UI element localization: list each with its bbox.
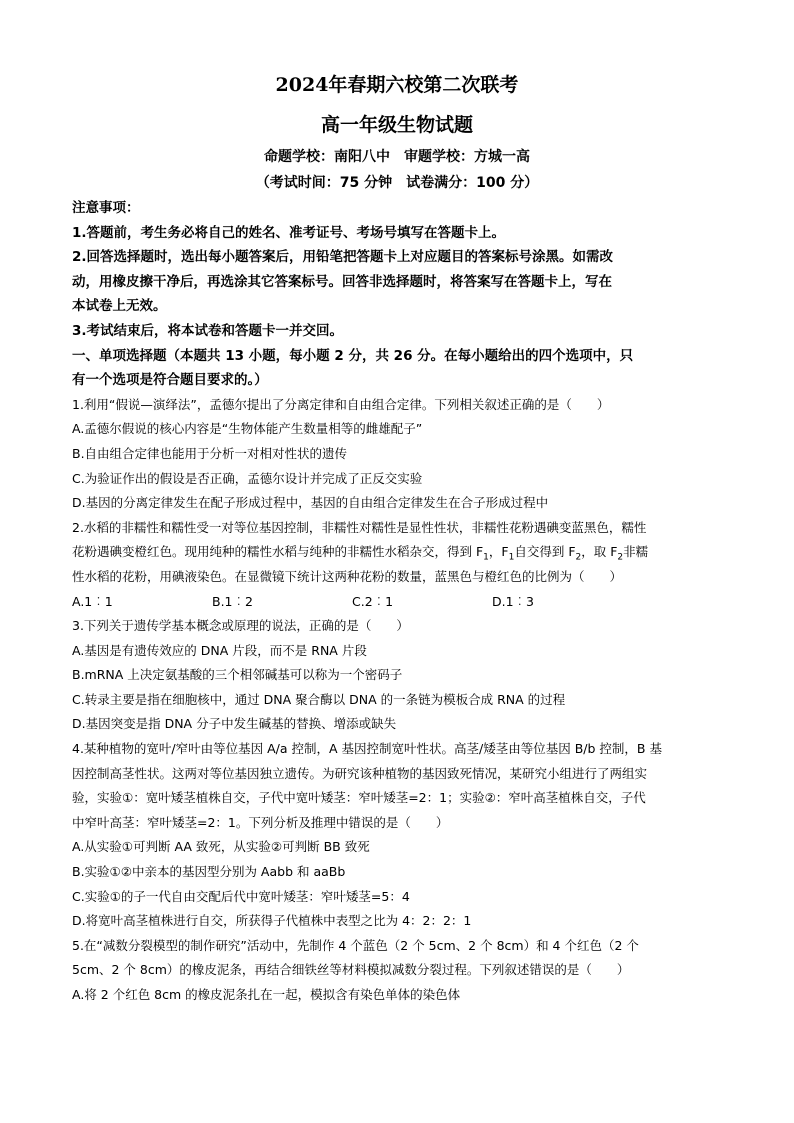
q2-option-c: C.2︰1 [352, 593, 394, 609]
note-2-line-2: 动，用橡皮擦干净后，再选涂其它答案标号。回答非选择题时，将答案写在答题卡上，写在 [72, 273, 612, 290]
q4-option-b: B.实验①②中亲本的基因型分别为 Aabb 和 aaBb [72, 864, 346, 880]
q1-stem: 1.利用“假说—演绎法”，孟德尔提出了分离定律和自由组合定律。下列相关叙述正确的是（ ） [72, 396, 610, 412]
q4-option-a: A.从实验①可判断 AA 致死，从实验②可判断 BB 致死 [72, 839, 370, 855]
note-2-line-3: 本试卷上无效。 [72, 298, 167, 315]
q2-option-a: A.1︰1 [72, 593, 113, 609]
q2-option-b: B.1︰2 [212, 593, 253, 609]
note-2-line-1: 2.回答选择题时，选出每小题答案后，用铅笔把答题卡上对应题目的答案标号涂黑。如需改 [72, 249, 614, 266]
q2-stem-line-2: 花粉遇碘变橙红色。现用纯种的糯性水稻与纯种的非糯性水稻杂交，得到 $F_1$，$F_1$自交得到 $F_2$，取 $F_2$非糯 [72, 544, 649, 563]
q4-stem-line-2: 因控制高茎性状。这两对等位基因独立遗传。为研究该种植物的基因致死情况，某研究小组进行了两组实 [72, 765, 648, 781]
q3-option-d: D.基因突变是指 DNA 分子中发生碱基的替换、增添或缺失 [72, 716, 397, 732]
note-1: 1.答题前，考生务必将自己的姓名、准考证号、考场号填写在答题卡上。 [72, 224, 506, 241]
q2-option-d: D.1︰3 [492, 593, 535, 609]
q5-stem-line-2: 5cm、2 个 8cm）的橡皮泥条，再结合细铁丝等材料模拟减数分裂过程。下列叙述错误的是（ ） [72, 962, 630, 978]
q1-option-a: A.孟德尔假说的核心内容是“生物体能产生数量相等的雌雄配子” [72, 421, 423, 437]
q2-stem-line-1: 2.水稻的非糯性和糯性受一对等位基因控制，非糯性对糯性是显性性状，非糯性花粉遇碘变蓝黑色，糯性 [72, 519, 647, 535]
q2-stem-line-3: 性水稻的花粉，用碘液染色。在显微镜下统计这两种花粉的数量，蓝黑色与橙红色的比例为（ ） [72, 568, 623, 584]
note-3: 3.考试结束后，将本试卷和答题卡一并交回。 [72, 322, 344, 339]
q2-options [72, 590, 722, 615]
q4-stem-line-3: 验，实验①：宽叶矮茎植株自交，子代中宽叶矮茎：窄叶矮茎=2：1；实验②：窄叶高茎植株自交，子代 [72, 790, 646, 806]
q3-option-b: B.mRNA 上决定氨基酸的三个相邻碱基可以称为一个密码子 [72, 667, 403, 683]
q4-option-c: C.实验①的子一代自由交配后代中宽叶矮茎：窄叶矮茎=5：4 [72, 888, 410, 904]
schools-line: 命题学校：南阳八中 审题学校：方城一高 [264, 149, 530, 165]
exam-info-line: （考试时间：75 分钟 试卷满分：100 分） [255, 175, 539, 191]
q4-option-d: D.将宽叶高茎植株进行自交，所获得子代植株中表型之比为 4：2：2：1 [72, 913, 472, 929]
notes-heading: 注意事项： [72, 200, 140, 216]
q3-option-c: C.转录主要是指在细胞核中，通过 DNA 聚合酶以 DNA 的一条链为模板合成 RNA 的过程 [72, 691, 566, 707]
exam-title: 2024年春期六校第二次联考 [275, 74, 519, 96]
exam-body [72, 196, 722, 1008]
q4-stem-line-4: 中窄叶高茎：窄叶矮茎=2：1。下列分析及推理中错误的是（ ） [72, 814, 449, 830]
q5-stem-line-1: 5.在“减数分裂模型的制作研究”活动中，先制作 4 个蓝色（2 个 5cm、2 个 8cm）和 4 个红色（2 个 [72, 937, 639, 953]
section-1-heading-line-2: 有一个选项是符合题目要求的。） [72, 372, 268, 389]
section-1-heading-line-1: 一、单项选择题（本题共 13 小题，每小题 2 分，共 26 分。在每小题给出的四个选项中，只 [72, 347, 634, 364]
q4-stem-line-1: 4.某种植物的宽叶/窄叶由等位基因 A/a 控制，A 基因控制宽叶性状。高茎/矮茎由等位基因 B/b 控制，B 基 [72, 741, 662, 757]
q5-option-a: A.将 2 个红色 8cm 的橡皮泥条扎在一起，模拟含有染色单体的染色体 [72, 987, 461, 1002]
q1-option-b: B.自由组合定律也能用于分析一对相对性状的遗传 [72, 445, 348, 461]
q3-option-a: A.基因是有遗传效应的 DNA 片段，而不是 RNA 片段 [72, 642, 367, 658]
q3-stem: 3.下列关于遗传学基本概念或原理的说法，正确的是（ ） [72, 618, 409, 634]
q1-option-c: C.为验证作出的假设是否正确，孟德尔设计并完成了正反交实验 [72, 470, 423, 486]
q1-option-d: D.基因的分离定律发生在配子形成过程中，基因的自由组合定律发生在合子形成过程中 [72, 495, 549, 511]
exam-subtitle: 高一年级生物试题 [320, 114, 473, 136]
